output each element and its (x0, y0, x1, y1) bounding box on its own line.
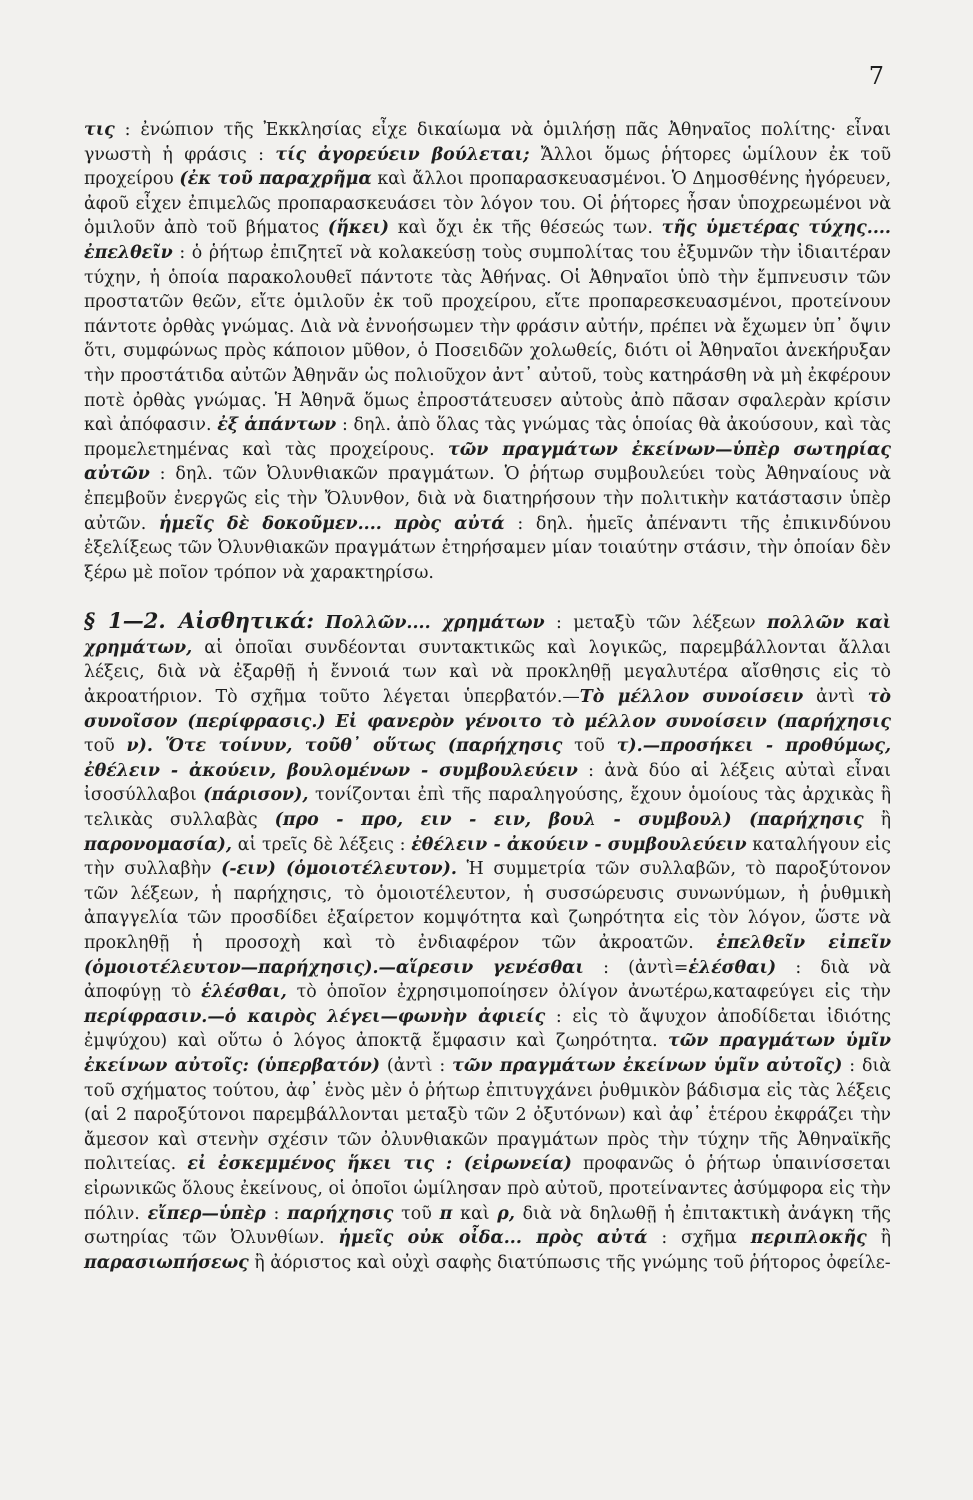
text-run: διὰ νὰ δηλωθῇ ἡ ἐπιτακτικὴ ἀνάγκη τῆς σωτηρίας τῶν Ὀλυνθίων. (84, 1203, 891, 1249)
text-run: : δηλ. ἡμεῖς ἀπέναντι τῆς ἐπικινδύνου ἐξελίξεως τῶν Ὀλυνθιακῶν πραγμάτων ἐτηρήσαμεν μίαν τοιαύτην στάσιν, τὴν ὁποίαν δὲν ξέρω μὲ ποῖον τρόπον νὰ χαρακτηρίσω. (84, 513, 891, 583)
text-run (382, 514, 395, 534)
lemma-term: τις (84, 120, 115, 140)
paragraph-intro-notes (84, 118, 891, 585)
lemma-term: πρὸς αὐτά (394, 513, 505, 534)
lemma-term: ν). Ὅτε τοίνυν, τοῦθ᾽ οὕτως (παρήχησις (126, 736, 563, 757)
lemma-term: ρ, (497, 1203, 515, 1224)
text-run: καταλήγουν εἰς τὴν συλλαβὴν (84, 834, 891, 880)
section-heading: § 1—2. Αἰσθητικά: (84, 608, 314, 634)
text-run: : (ἀντὶ= (583, 957, 689, 978)
text-run: ἢ ἀόριστος καὶ οὐχὶ σαφὴς διατύπωσις τῆς γνώμης τοῦ ῥήτορος ὀφείλε- (248, 1252, 891, 1273)
lemma-term: (προ - προ, ειν - ειν, βουλ - συμβουλ) (παρήχησις (274, 810, 864, 831)
lemma-term: τίς ἀγορεύειν βούλεται; (275, 144, 530, 165)
text-run: ἢ (866, 1228, 891, 1249)
text-run: καὶ ὄχι ἐκ τῆς θέσεώς των. (389, 218, 662, 239)
lemma-term: παρασιωπήσεως (84, 1252, 249, 1273)
lemma-term: ἑλέσθαι) (688, 957, 777, 978)
text-run: : δηλ. ἀπὸ ὅλας τὰς γνώμας τὰς ὁποίας θὰ ἀκούσουν, καὶ τὰς προμελετημένας καὶ τὰς προχείρους. (84, 415, 892, 460)
text-run: Ἡ συμμετρία τῶν συλλαβῶν, τὸ παροξύτονον τῶν λέξεων, ἡ παρήχησις, τὸ ὁμοιοτέλευτον, ἡ συσσώρευσις συνωνύμων, ἡ ῥυθμικὴ ἀπαγγελία τῶν προσδίδει ἐξαίρετον κομψότητα καὶ ζωηρότητα εἰς τὸν λόγον, ὥστε νὰ προκληθῇ ἡ προσοχὴ καὶ τὸ ἐνδιαφέρον τῶν ἀκροατῶν. (84, 859, 892, 953)
lemma-term: (πάρισον), (203, 785, 309, 806)
text-run: προφανῶς ὁ ῥήτωρ ὑπαινίσσεται εἰρωνικῶς ὅλους ἐκείνους, οἱ ὁποῖοι ὡμίλησαν πρὸ αὐτοῦ, προτείναντες ἀσύμφορα εἰς τὴν πόλιν. (84, 1154, 891, 1224)
lemma-term: περίφρασιν.—ὁ καιρὸς λέγει—φωνὴν ἀφιείς (84, 1006, 546, 1027)
text-run: αἱ τρεῖς δὲ λέξεις : (231, 834, 412, 855)
lemma-term: Τὸ μέλλον συνοίσειν (579, 687, 804, 708)
lemma-term: Πολλῶν.... χρημάτων (325, 613, 545, 634)
text-run: καὶ ἄλλοι προπαρασκευασμένοι. Ὁ Δημοσθένης ἠγόρευεν, ἀφοῦ εἶχεν ἐπιμελῶς προπαρασκευάσει τὸν λόγον του. Οἱ ῥήτορες ἦσαν ὑποχρεωμένοι νὰ ὁμιλοῦν ἀπὸ τοῦ βήματος (84, 169, 891, 239)
lemma-term: εἰ ἐσκεμμένος ἥκει τις : (εἰρωνεία) (187, 1154, 572, 1175)
lemma-term: τὸ συνοῖσον (περίφρασις.) Εἰ φανερὸν γένοιτο τὸ μέλλον συνοίσειν (παρήχησις (84, 687, 891, 732)
lemma-term: τῶν πραγμάτων ὑμῖν ἐκείνων αὐτοῖς: (ὑπερβατόν) (84, 1031, 891, 1076)
lemma-term: ἐθέλειν - ἀκούειν - συμβουλεύειν (411, 834, 747, 855)
text-run: : εἰς τὸ ἄψυχον ἀποδίδεται ἰδιότης ἐμψύχου) καὶ οὕτω ὁ λόγος ἀποκτᾷ ἔμφασιν καὶ ζωηρότητα. (84, 1006, 891, 1052)
text-run: : δηλ. τῶν Ὀλυνθιακῶν πραγμάτων. Ὁ ῥήτωρ συμβουλεύει τοὺς Ἀθηναίους νὰ ἐπεμβοῦν ἐνεργῶς εἰς τὴν Ὄλυνθον, διὰ νὰ διατηρήσουν τὴν πολιτικὴν κατάστασιν ὑπὲρ αὐτῶν. (84, 464, 891, 534)
text-run: τοῦ (393, 1203, 440, 1224)
lemma-term: (ἥκει) (327, 218, 389, 239)
lemma-term: παρονομασία), (84, 834, 232, 855)
text-run: (ἀντὶ : (380, 1055, 453, 1076)
lemma-term: τῶν πραγμάτων ἐκείνων ὑμῖν αὐτοῖς) (452, 1055, 843, 1076)
text-run: : ἀνὰ δύο αἱ λέξεις αὐταὶ εἶναι ἰσοσύλλαβοι (84, 760, 891, 806)
lemma-term: (ἐκ τοῦ παραχρῆμα (179, 169, 372, 190)
lemma-term: τ).—προσήκει - προθύμως, ἐθέλειν - ἀκούειν, βουλομένων - συμβουλεύειν (84, 736, 891, 781)
lemma-term: ἐξ ἁπάντων (217, 415, 337, 436)
lemma-term: ἡμεῖς οὐκ οἶδα... πρὸς αὐτά (338, 1228, 648, 1249)
text-run: Ἄλλοι ὅμως ῥήτορες ὡμίλουν ἐκ τοῦ προχείρου (84, 144, 892, 190)
text-run: : σχῆμα (647, 1228, 751, 1249)
text-run: τὸ ὁποῖον ἐχρησιμοποίησεν ὀλίγον ἀνωτέρω,καταφεύγει εἰς τὴν (286, 982, 892, 1003)
lemma-term: ἡμεῖς δὲ δοκοῦμεν.... (158, 513, 382, 534)
text-run: : διὰ τοῦ σχήματος τούτου, ἀφ᾽ ἑνὸς μὲν ὁ ῥήτωρ ἐπιτυγχάνει ῥυθμικὸν βάδισμα εἰς τὰς λέξεις (αἱ 2 παροξύτονοι παρεμβάλλονται μεταξὺ τῶν 2 ὀξυτόνων) καὶ ἀφ᾽ ἑτέρου ἐκφράζει τὴν ἄμεσον καὶ στενὴν σχέσιν τῶν ὀλυνθιακῶν πραγμάτων πρὸς τὴν τύχην τῆς Ἀθηναϊκῆς πολιτείας. (84, 1055, 892, 1175)
commentary-text (84, 118, 891, 1275)
lemma-term: (-ειν) (ὁμοιοτέλευτον). (221, 859, 457, 880)
lemma-term: τῆς ὑμετέρας τύχης.... ἐπελθεῖν (84, 218, 891, 263)
text-run: ἀντὶ (803, 687, 868, 708)
paragraph-aesthetic-notes (84, 609, 891, 1275)
lemma-term: πολλῶν καὶ χρημάτων, (84, 613, 892, 658)
lemma-term: ἐπελθεῖν εἰπεῖν (ὁμοιοτέλευτον—παρήχησις).—αἵρεσιν γενέσθαι (84, 933, 892, 978)
text-run: ἢ (863, 810, 892, 831)
text-run: τονίζονται ἐπὶ τῆς παραληγούσης, ἔχουν ὁμοίους τὰς ἀρχικὰς ἢ τελικὰς συλλαβὰς (84, 785, 891, 831)
lemma-term: παρήχησις (287, 1203, 394, 1224)
lemma-term: ἑλέσθαι, (201, 982, 287, 1003)
text-run: : διὰ νὰ ἀποφύγῃ τὸ (84, 957, 892, 1003)
text-run: τοῦ (84, 736, 127, 757)
lemma-term: περιπλοκῆς (750, 1228, 867, 1249)
text-run: : (265, 1203, 288, 1224)
text-run (314, 613, 325, 633)
lemma-term: τῶν πραγμάτων ἐκείνων—ὑπὲρ σωτηρίας αὐτῶν (84, 439, 892, 485)
text-run: τοῦ (562, 736, 617, 757)
text-run: καὶ (452, 1203, 498, 1224)
text-run: : μεταξὺ τῶν λέξεων (544, 613, 767, 634)
lemma-term: π (439, 1203, 453, 1224)
text-run: : ὁ ῥήτωρ ἐπιζητεῖ νὰ κολακεύσῃ τοὺς συμπολίτας του ἐξυμνῶν τὴν ἰδιαιτέραν τύχην, ἡ ὁποία παρακολουθεῖ πάντοτε τὰς Ἀθήνας. Οἱ Ἀθηναῖοι ὑπὸ τὴν ἔμπνευσιν τῶν προστατῶν θεῶν, εἴτε ὁμιλοῦν ἐκ τοῦ προχείρου, εἴτε προπαρεσκευασμένοι, προτείνουν πάντοτε ὀρθὰς γνώμας. Διὰ νὰ ἐννοήσωμεν τὴν φράσιν αὐτήν, πρέπει νὰ ἔχωμεν ὑπ᾽ ὄψιν ὅτι, συμφώνως πρὸς κάποιον μῦθον, ὁ Ποσειδῶν χολωθείς, διότι οἱ Ἀθηναῖοι ἀνεκήρυξαν τὴν προστάτιδα αὐτῶν Ἀθηνᾶν ὡς πολιοῦχον ἀντ᾽ αὐτοῦ, τοὺς κατηράσθη νὰ μὴ ἐκφέρουν ποτὲ ὀρθὰς γνώμας. Ἡ Ἀθηνᾶ ὅμως ἐπροστάτευσεν αὐτοὺς ἀπὸ πᾶσαν σφαλερὰν κρίσιν καὶ ἀπόφασιν. (84, 242, 891, 436)
text-run: αἱ ὁποῖαι συνδέονται συντακτικῶς καὶ λογικῶς, παρεμβάλλονται ἄλλαι λέξεις, διὰ νὰ ἐξαρθῇ ἡ ἔννοιά των καὶ νὰ προκληθῇ μεγαλυτέρα αἴσθησις εἰς τὸ ἀκροατήριον. Τὸ σχῆμα τοῦτο λέγεται ὑπερβατόν.— (84, 637, 891, 708)
text-run: : ἐνώπιον τῆς Ἐκκλησίας εἶχε δικαίωμα νὰ ὁμιλήσῃ πᾶς Ἀθηναῖος πολίτης· εἶναι γνωστὴ ἡ φράσις : (84, 120, 891, 165)
page-number: 7 (868, 62, 885, 90)
lemma-term: εἴπερ—ὑπὲρ (147, 1203, 266, 1224)
